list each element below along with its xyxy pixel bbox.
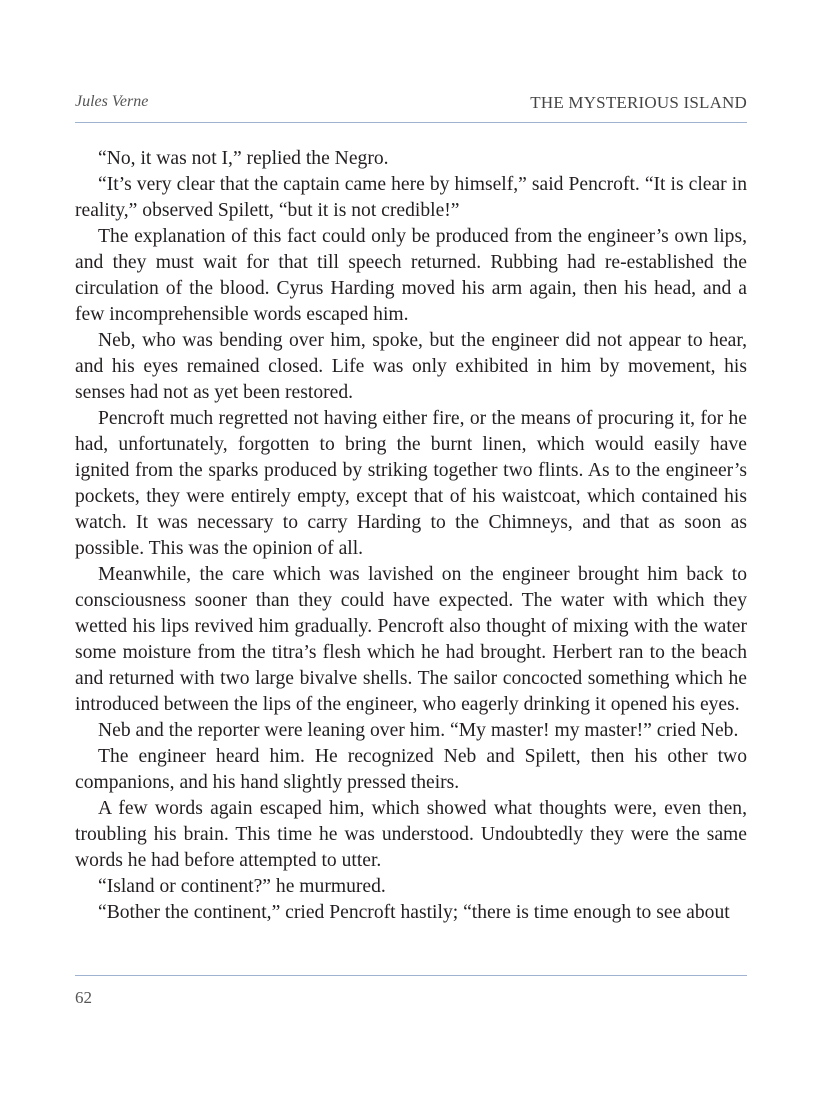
paragraph: The explanation of this fact could only be produced from the engineer’s own lips, and they must wait for that till speech returned. Rubbing had re-established the circulation of the blood. Cyrus Harding moved his arm again, then his head, and a few incomprehensible words escaped him.: [75, 226, 747, 325]
paragraph: “Bother the continent,” cried Pencroft hastily; “there is time enough to see about: [98, 902, 730, 923]
paragraph: “Island or continent?” he murmured.: [98, 876, 386, 897]
header-author: Jules Verne: [75, 93, 149, 110]
header-book-title: THE MYSTERIOUS ISLAND: [530, 93, 747, 112]
running-header: [75, 93, 747, 123]
page-body: [75, 146, 747, 926]
paragraph: Meanwhile, the care which was lavished on the engineer brought him back to consciousness sooner than they could have expected. The water with which they wetted his lips revived him gradually. Pencroft also thought of mixing with the water some moisture from the titra’s flesh which he had brought. Herbert ran to the beach and returned with two large bivalve shells. The sailor concocted something which he introduced between the lips of the engineer, who eagerly drinking it opened his eyes.: [75, 564, 747, 715]
page-number: 62: [75, 988, 92, 1007]
paragraph: Pencroft much regretted not having either fire, or the means of procuring it, for he had, unfortunately, forgotten to bring the burnt linen, which would easily have ignited from the sparks produced by striking together two flints. As to the engineer’s pockets, they were entirely empty, except that of his waistcoat, which contained his watch. It was necessary to carry Harding to the Chimneys, and that as soon as possible. This was the opinion of all.: [75, 408, 747, 559]
paragraph: “No, it was not I,” replied the Negro.: [98, 148, 389, 169]
paragraph: A few words again escaped him, which showed what thoughts were, even then, troubling his brain. This time he was understood. Undoubtedly they were the same words he had before attempted to utter.: [75, 798, 747, 871]
paragraph: Neb and the reporter were leaning over him. “My master! my master!” cried Neb.: [98, 720, 739, 741]
paragraph: “It’s very clear that the captain came here by himself,” said Pencroft. “It is clear in reality,” observed Spilett, “but it is not credible!”: [75, 174, 747, 221]
paragraph: Neb, who was bending over him, spoke, but the engineer did not appear to hear, and his eyes remained closed. Life was only exhibited in him by movement, his senses had not as yet been restored.: [75, 330, 747, 403]
paragraph: The engineer heard him. He recognized Neb and Spilett, then his other two companions, and his hand slightly pressed theirs.: [75, 746, 747, 793]
footer-rule: [75, 975, 747, 976]
